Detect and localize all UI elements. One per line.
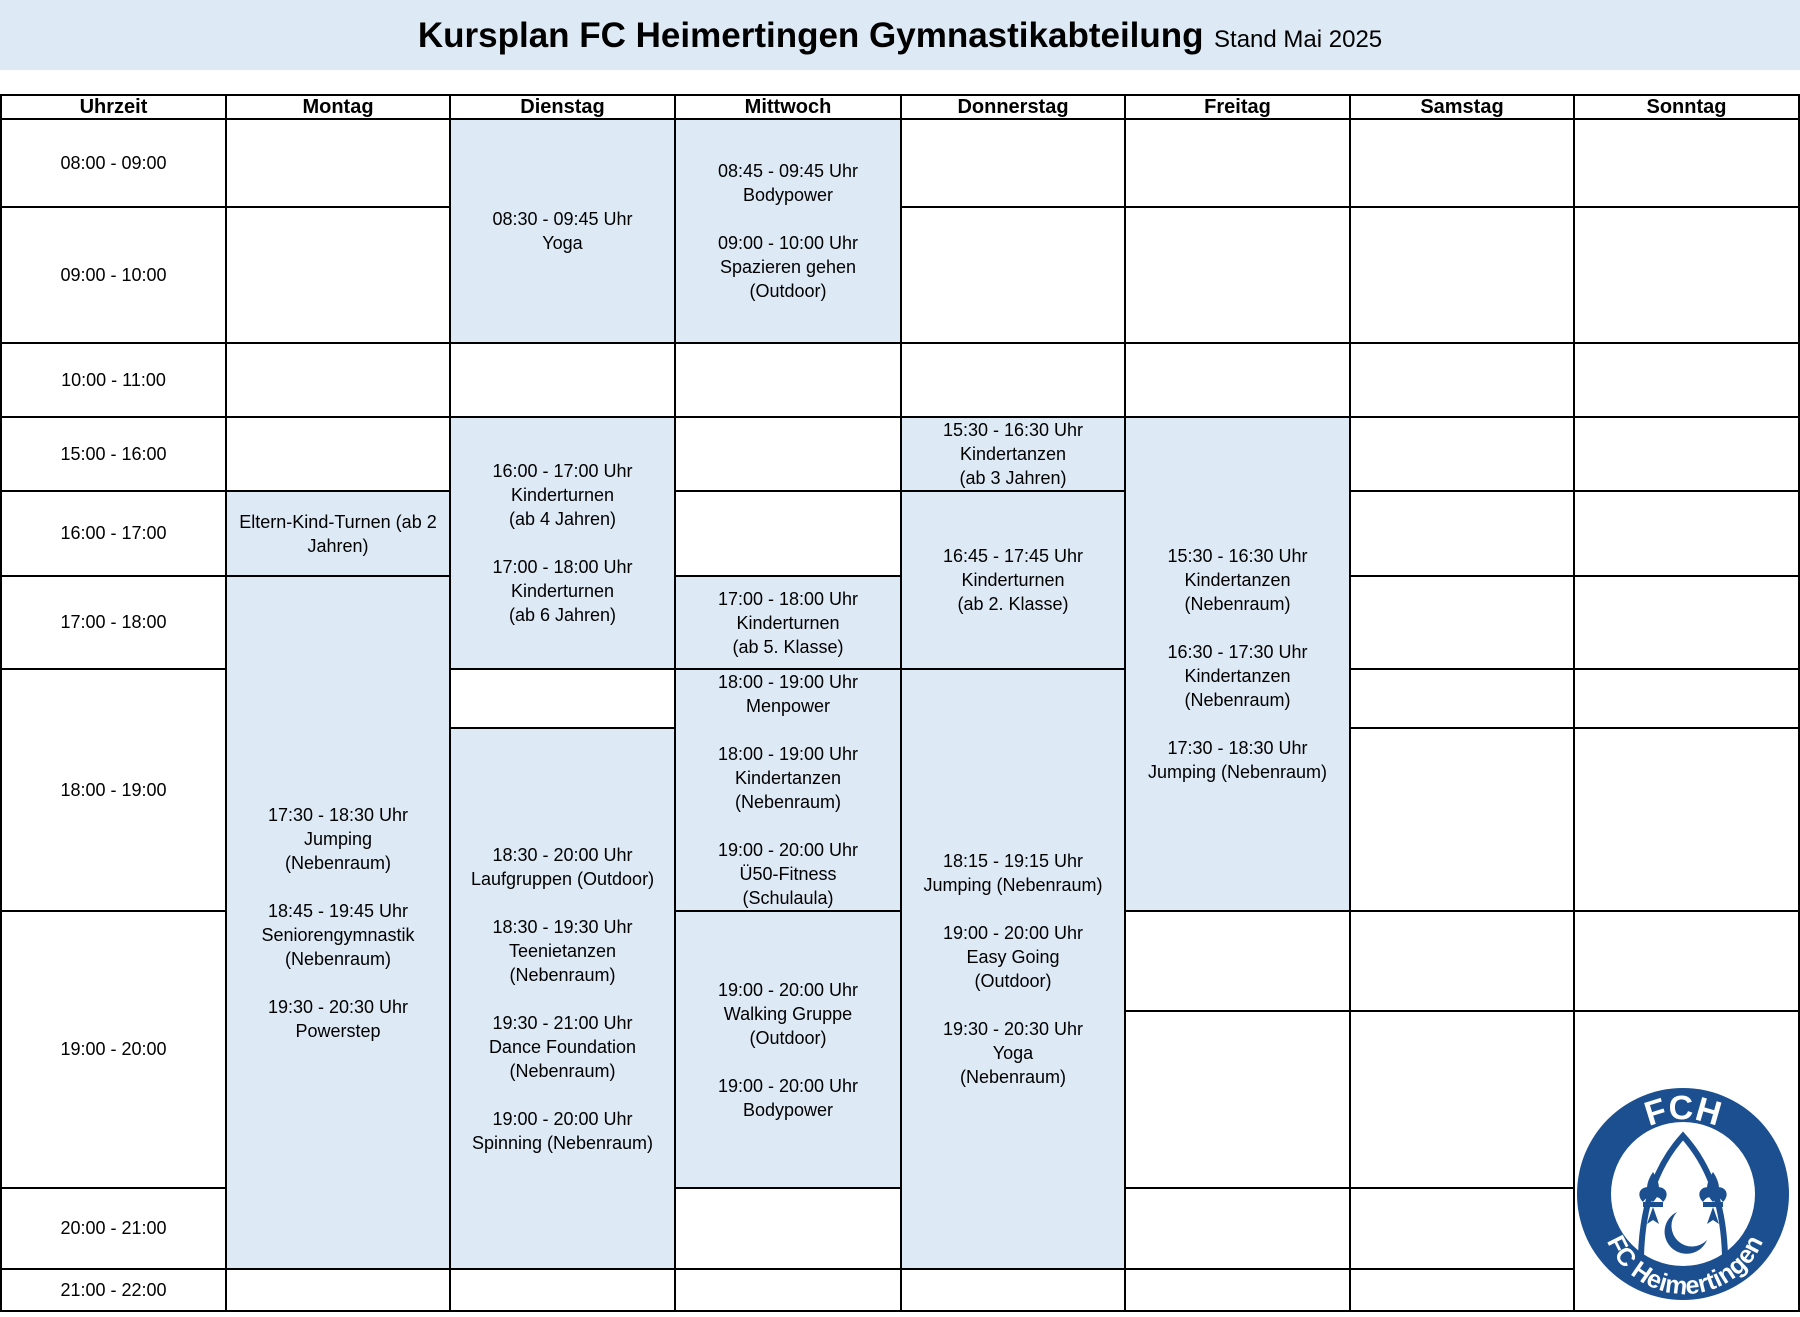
course-detail: Yoga (542, 233, 583, 253)
empty-cell (1575, 670, 1800, 729)
course-entry (489, 1011, 636, 1083)
empty-cell (1575, 492, 1800, 577)
course-detail: Jumping (Nebenraum) (923, 875, 1103, 895)
course-time: 18:30 - 20:00 Uhr (492, 844, 633, 865)
course-time: 18:30 - 19:30 Uhr (492, 916, 633, 937)
course-entry (492, 555, 632, 627)
empty-cell (1351, 1189, 1575, 1270)
course-detail: Walking Gruppe (723, 1003, 853, 1024)
time-slot: 18:00 - 19:00 (0, 670, 227, 912)
empty-cell (902, 208, 1126, 344)
empty-cell (1351, 492, 1575, 577)
course-time: 18:45 - 19:45 Uhr (267, 900, 409, 921)
course-entry (261, 899, 414, 971)
time-slot: 20:00 - 21:00 (0, 1189, 227, 1270)
empty-cell (227, 208, 451, 344)
course-detail: (Nebenraum) (284, 852, 392, 873)
course-entry (268, 803, 408, 875)
empty-cell (1351, 344, 1575, 418)
course-detail: Jumping (303, 828, 373, 849)
course-detail: (Nebenraum) (1184, 594, 1291, 614)
header-donnerstag: Donnerstag (902, 94, 1126, 120)
course-entry (239, 510, 436, 558)
empty-cell (227, 344, 451, 418)
course-detail: Teenietanzen (508, 940, 617, 961)
course-entry (1167, 544, 1307, 616)
course-detail: Kinderturnen (510, 485, 615, 505)
empty-cell (1126, 912, 1351, 1012)
course-detail: (Nebenraum) (509, 964, 616, 985)
course-block (227, 492, 451, 577)
course-detail: Jumping (Nebenraum) (1147, 762, 1328, 782)
course-time: 19:00 - 20:00 Uhr (717, 979, 859, 1000)
course-entry (492, 915, 632, 987)
course-detail: (Nebenraum) (509, 1060, 616, 1081)
course-block (676, 120, 902, 344)
empty-cell (227, 418, 451, 492)
course-time: 19:30 - 20:30 Uhr (942, 1019, 1084, 1039)
course-detail: Kinderturnen (961, 570, 1065, 590)
course-block (902, 670, 1126, 1270)
course-time: 19:00 - 20:00 Uhr (942, 923, 1084, 943)
course-time: 17:00 - 18:00 Uhr (717, 588, 859, 609)
course-detail: (Outdoor) (749, 281, 827, 301)
empty-cell (902, 344, 1126, 418)
course-time: 18:00 - 19:00 Uhr (717, 744, 859, 764)
course-entry (268, 995, 408, 1043)
course-detail: Seniorengymnastik (261, 924, 415, 945)
course-entry (492, 459, 632, 531)
course-detail: Kindertanzen (1184, 570, 1291, 590)
empty-cell (1575, 344, 1800, 418)
course-entry (718, 587, 858, 659)
empty-cell (227, 120, 451, 208)
course-time: Eltern-Kind-Turnen (ab 2 (239, 511, 437, 532)
empty-cell (1351, 1012, 1575, 1189)
course-time: 15:30 - 16:30 Uhr (1167, 546, 1308, 566)
empty-cell (1575, 418, 1800, 492)
course-entry (923, 849, 1102, 897)
course-detail: Laufgruppen (Outdoor) (470, 868, 655, 889)
course-block (227, 577, 451, 1270)
course-entry (718, 742, 858, 814)
course-time: 16:00 - 17:00 Uhr (492, 461, 633, 481)
empty-cell (1575, 577, 1800, 670)
course-detail: Kindertanzen (734, 768, 842, 788)
course-detail: Spinning (Nebenraum) (471, 1132, 654, 1153)
empty-cell (451, 344, 676, 418)
empty-cell (1351, 120, 1575, 208)
time-slot: 21:00 - 22:00 (0, 1270, 227, 1312)
course-time: 17:30 - 18:30 Uhr (267, 804, 409, 825)
course-detail: Kindertanzen (1184, 666, 1291, 686)
course-time: 18:15 - 19:15 Uhr (942, 851, 1084, 871)
course-time: 17:30 - 18:30 Uhr (1167, 738, 1308, 758)
course-entry (718, 1074, 858, 1122)
course-block (1126, 418, 1351, 912)
course-detail: (ab 4 Jahren) (508, 509, 617, 529)
course-detail: (ab 5. Klasse) (732, 636, 844, 657)
course-detail: (Schulaula) (742, 888, 834, 908)
page-subtitle: Stand Mai 2025 (1214, 26, 1383, 53)
empty-cell (1351, 729, 1575, 912)
header-uhrzeit: Uhrzeit (0, 94, 227, 120)
course-block (451, 120, 676, 344)
time-slot: 09:00 - 10:00 (0, 208, 227, 344)
time-slot: 16:00 - 17:00 (0, 492, 227, 577)
empty-cell (676, 344, 902, 418)
course-detail: (Nebenraum) (734, 792, 842, 812)
page-title: Kursplan FC Heimertingen Gymnastikabteilung (417, 16, 1204, 55)
empty-cell (676, 1189, 902, 1270)
course-time: 19:30 - 20:30 Uhr (267, 996, 409, 1017)
course-block (676, 670, 902, 912)
empty-cell (676, 418, 902, 492)
course-time: 08:45 - 09:45 Uhr (717, 161, 859, 181)
course-time: 18:00 - 19:00 Uhr (717, 672, 859, 692)
course-entry (943, 418, 1083, 490)
empty-cell (1126, 1012, 1351, 1189)
course-detail: Ü50-Fitness (739, 864, 837, 884)
course-detail: Kinderturnen (736, 612, 840, 633)
empty-cell (1126, 344, 1351, 418)
course-entry (718, 231, 858, 303)
course-time: 19:00 - 20:00 Uhr (717, 1075, 859, 1096)
course-detail: (ab 2. Klasse) (957, 594, 1069, 614)
course-time: 19:00 - 20:00 Uhr (717, 840, 859, 860)
course-detail: Kindertanzen (959, 444, 1067, 464)
course-detail: Yoga (992, 1043, 1034, 1063)
course-time: 19:00 - 20:00 Uhr (492, 1108, 633, 1129)
empty-cell (1351, 1270, 1575, 1312)
empty-cell (1351, 577, 1575, 670)
time-slot: 17:00 - 18:00 (0, 577, 227, 670)
header-sonntag: Sonntag (1575, 94, 1800, 120)
empty-cell (1575, 729, 1800, 912)
empty-cell (676, 1270, 902, 1312)
course-entry (1167, 640, 1307, 712)
course-detail: Bodypower (742, 185, 834, 205)
course-time: 08:30 - 09:45 Uhr (492, 209, 633, 229)
empty-cell (1351, 208, 1575, 344)
empty-cell (1575, 120, 1800, 208)
empty-cell (1126, 208, 1351, 344)
course-time: 19:30 - 21:00 Uhr (492, 1012, 633, 1033)
header-montag: Montag (227, 94, 451, 120)
course-block (902, 492, 1126, 670)
empty-cell (227, 1270, 451, 1312)
course-block (902, 418, 1126, 492)
course-entry (943, 921, 1083, 993)
empty-cell (902, 1270, 1126, 1312)
course-detail: (Nebenraum) (284, 948, 392, 969)
course-entry (718, 838, 858, 910)
time-slot: 15:00 - 16:00 (0, 418, 227, 492)
course-time: 16:30 - 17:30 Uhr (1167, 642, 1308, 662)
header-mittwoch: Mittwoch (676, 94, 902, 120)
course-detail: Menpower (745, 696, 831, 716)
course-detail: Dance Foundation (488, 1036, 637, 1057)
course-entry (1148, 736, 1327, 784)
empty-cell (451, 670, 676, 729)
empty-cell (1351, 670, 1575, 729)
empty-cell (1126, 1270, 1351, 1312)
logo-top-text: FCH (1640, 1088, 1726, 1134)
course-entry (472, 1107, 653, 1155)
course-detail: (Outdoor) (974, 971, 1052, 991)
empty-cell (451, 1270, 676, 1312)
course-detail: (ab 6 Jahren) (508, 605, 617, 625)
empty-cell (902, 120, 1126, 208)
course-entry (943, 1017, 1083, 1089)
course-entry (492, 207, 632, 255)
course-detail: (Nebenraum) (959, 1067, 1067, 1087)
empty-cell (1351, 418, 1575, 492)
empty-cell (1126, 120, 1351, 208)
course-entry (943, 544, 1083, 616)
course-entry (718, 978, 858, 1050)
empty-cell (676, 492, 902, 577)
course-block (676, 912, 902, 1189)
course-detail: (Outdoor) (749, 1027, 827, 1048)
header-samstag: Samstag (1351, 94, 1575, 120)
course-detail: (Nebenraum) (1184, 690, 1291, 710)
course-time: 15:30 - 16:30 Uhr (942, 420, 1084, 440)
time-slot: 19:00 - 20:00 (0, 912, 227, 1189)
course-block (676, 577, 902, 670)
logo-bottom-text: FC Heimertingen (1601, 1231, 1769, 1301)
header-dienstag: Dienstag (451, 94, 676, 120)
course-time: 16:45 - 17:45 Uhr (942, 546, 1084, 566)
course-detail: Bodypower (742, 1099, 834, 1120)
club-logo (1573, 1084, 1793, 1304)
empty-cell (1126, 1189, 1351, 1270)
time-slot: 08:00 - 09:00 (0, 120, 227, 208)
course-detail: Powerstep (295, 1020, 381, 1041)
empty-cell (1575, 912, 1800, 1012)
course-block (451, 418, 676, 670)
course-block (451, 729, 676, 1270)
course-detail: Spazieren gehen (719, 257, 857, 277)
course-entry (718, 159, 858, 207)
empty-cell (1351, 912, 1575, 1012)
course-detail: Kinderturnen (510, 581, 615, 601)
course-detail: Easy Going (966, 947, 1060, 967)
course-detail: (ab 3 Jahren) (959, 468, 1067, 488)
course-entry (471, 843, 654, 891)
course-entry (718, 670, 858, 718)
title-banner (0, 0, 1800, 70)
header-freitag: Freitag (1126, 94, 1351, 120)
course-detail: Jahren) (307, 535, 369, 556)
time-slot: 10:00 - 11:00 (0, 344, 227, 418)
course-time: 09:00 - 10:00 Uhr (717, 233, 859, 253)
course-time: 17:00 - 18:00 Uhr (492, 557, 633, 577)
empty-cell (1575, 208, 1800, 344)
schedule-grid (0, 94, 1800, 1317)
